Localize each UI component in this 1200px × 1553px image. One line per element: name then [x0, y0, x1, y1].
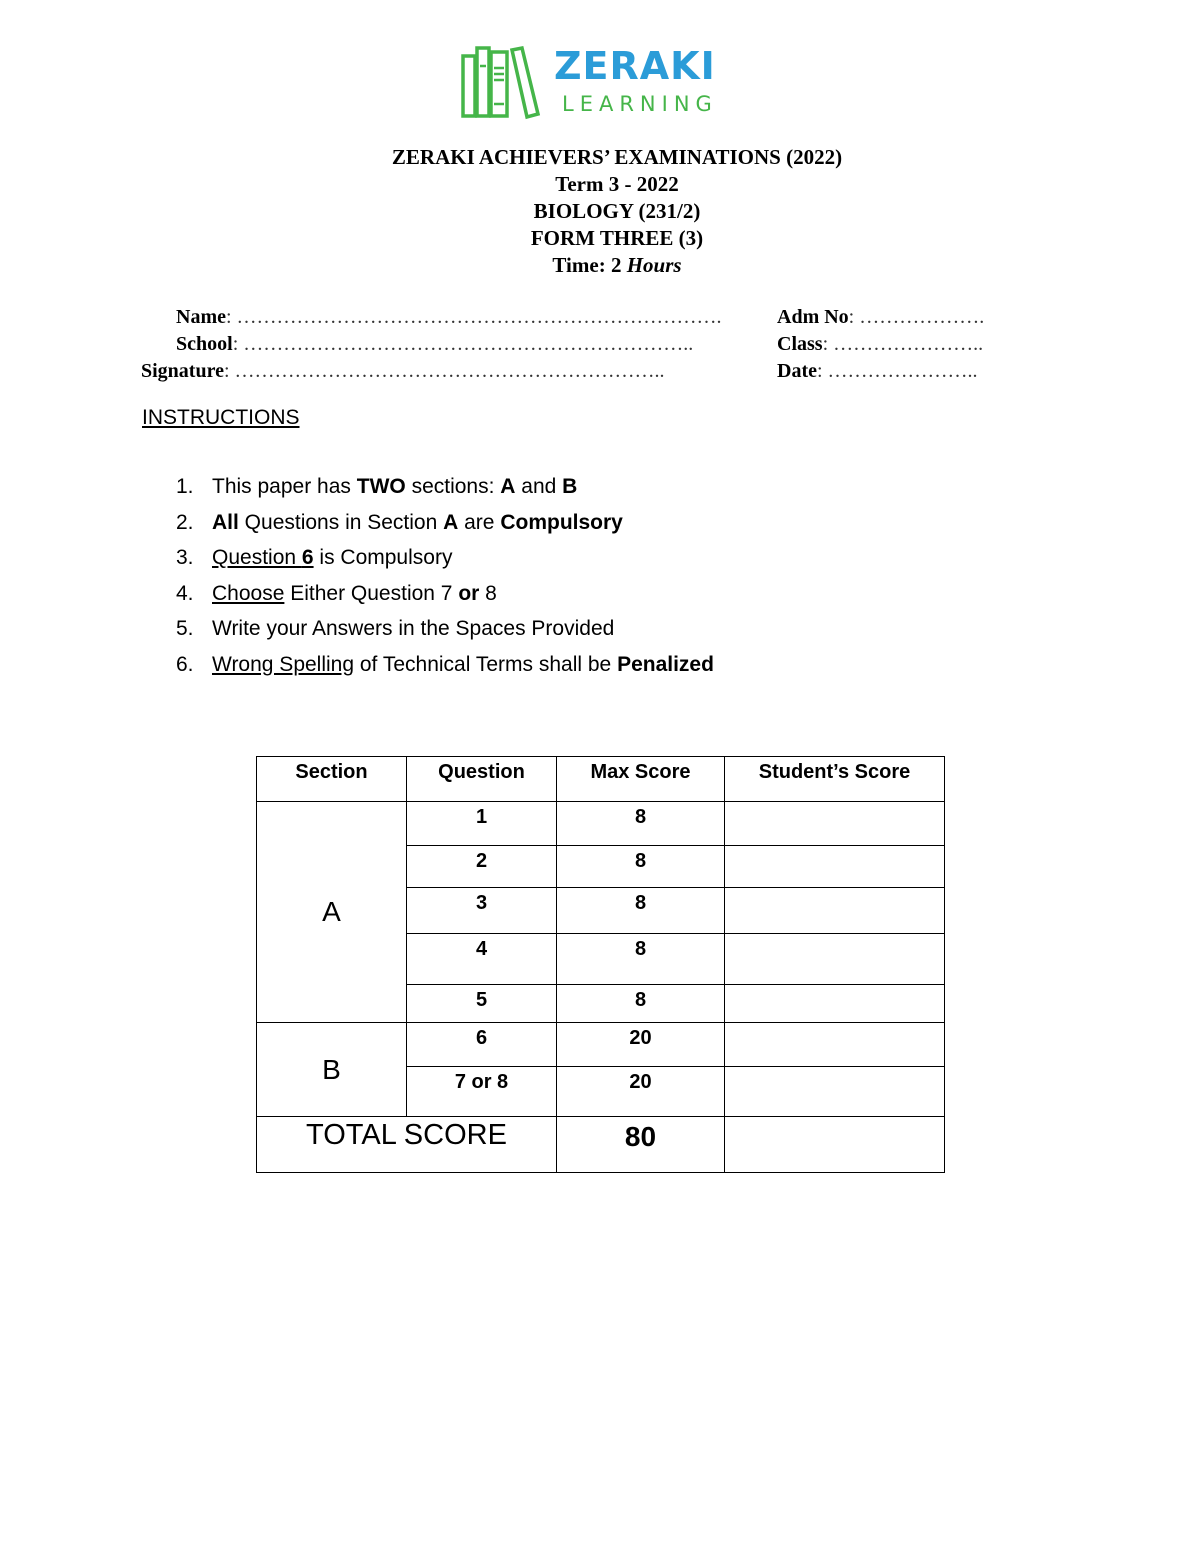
- instruction-number: 3.: [176, 546, 194, 569]
- school-field[interactable]: [176, 333, 693, 356]
- name-dots: : ……………………………………………………………….: [225, 306, 722, 328]
- question-cell: 1: [407, 802, 557, 846]
- question-cell: 5: [407, 985, 557, 1023]
- student-score-cell[interactable]: [725, 1067, 945, 1117]
- school-label: School: [176, 333, 233, 355]
- student-score-cell[interactable]: [725, 888, 945, 934]
- exam-time-prefix: Time: 2: [552, 253, 627, 277]
- class-dots: : …………………..: [822, 333, 984, 355]
- school-dots: : …………………………………………………………..: [232, 333, 694, 355]
- header-max-score: Max Score: [557, 757, 725, 802]
- section-a-cell: A: [257, 802, 407, 1023]
- question-cell: 7 or 8: [407, 1067, 557, 1117]
- instructions-title: INSTRUCTIONS: [142, 406, 300, 429]
- score-table: [256, 756, 945, 1173]
- adm-dots: : ……………….: [848, 306, 985, 328]
- header-section: Section: [257, 757, 407, 802]
- total-max-score: 80: [557, 1117, 725, 1173]
- student-score-cell[interactable]: [725, 985, 945, 1023]
- instruction-item: 6. Wrong Spelling of Technical Terms shall be Penalized: [176, 650, 714, 686]
- class-field[interactable]: [777, 333, 983, 356]
- header-question: Question: [407, 757, 557, 802]
- max-score-cell: 20: [557, 1067, 725, 1117]
- zeraki-logo: [460, 44, 750, 122]
- exam-time-unit: Hours: [626, 253, 682, 277]
- instruction-item: 3. Question 6 is Compulsory: [176, 543, 714, 579]
- name-field[interactable]: [176, 306, 722, 329]
- signature-dots: : ………………………………………………………..: [223, 360, 665, 382]
- exam-header: [0, 144, 1200, 279]
- signature-field[interactable]: [141, 360, 665, 383]
- instruction-number: 5.: [176, 617, 194, 640]
- logo-brand-text: ZERAKI: [554, 44, 716, 88]
- logo-sub-text: LEARNING: [562, 92, 718, 116]
- student-score-cell[interactable]: [725, 934, 945, 985]
- max-score-cell: 8: [557, 985, 725, 1023]
- max-score-cell: 8: [557, 802, 725, 846]
- exam-time: [0, 252, 1200, 279]
- exam-title: ZERAKI ACHIEVERS’ EXAMINATIONS (2022): [391, 145, 843, 169]
- max-score-cell: 8: [557, 934, 725, 985]
- student-score-cell[interactable]: [725, 1023, 945, 1067]
- exam-subject: BIOLOGY (231/2): [533, 199, 701, 223]
- exam-term: Term 3 - 2022: [555, 172, 679, 196]
- adm-label: Adm No: [777, 306, 849, 328]
- instruction-number: 4.: [176, 581, 194, 605]
- instruction-item: 2. All Questions in Section A are Compulsory: [176, 508, 714, 544]
- max-score-cell: 8: [557, 888, 725, 934]
- max-score-cell: 20: [557, 1023, 725, 1067]
- total-student-score-cell[interactable]: [725, 1117, 945, 1173]
- max-score-cell: 8: [557, 846, 725, 888]
- date-field[interactable]: [777, 360, 978, 383]
- student-score-cell[interactable]: [725, 802, 945, 846]
- instruction-item: 1. This paper has TWO sections: A and B: [176, 472, 714, 508]
- signature-label: Signature: [141, 360, 224, 382]
- question-cell: 6: [407, 1023, 557, 1067]
- books-icon: [460, 44, 546, 120]
- question-cell: 4: [407, 934, 557, 985]
- question-cell: 3: [407, 888, 557, 934]
- class-label: Class: [777, 333, 823, 355]
- exam-form: FORM THREE (3): [530, 226, 704, 250]
- name-label: Name: [176, 306, 226, 328]
- table-row: [257, 802, 945, 846]
- question-cell: 2: [407, 846, 557, 888]
- table-row: [257, 1023, 945, 1067]
- adm-field[interactable]: [777, 306, 984, 329]
- instruction-number: 6.: [176, 652, 194, 676]
- instructions-list: [176, 472, 714, 685]
- section-b-cell: B: [257, 1023, 407, 1117]
- table-header-row: [257, 757, 945, 802]
- date-label: Date: [777, 360, 817, 382]
- total-row: [257, 1117, 945, 1173]
- header-student-score: Student’s Score: [725, 757, 945, 802]
- instruction-number: 2.: [176, 510, 194, 534]
- date-dots: : …………………..: [816, 360, 978, 382]
- instruction-number: 1.: [176, 475, 194, 498]
- total-score-label: TOTAL SCORE: [257, 1117, 557, 1173]
- instruction-item: 5. Write your Answers in the Spaces Provided: [176, 614, 714, 650]
- student-score-cell[interactable]: [725, 846, 945, 888]
- instruction-item: 4. Choose Either Question 7 or 8: [176, 579, 714, 615]
